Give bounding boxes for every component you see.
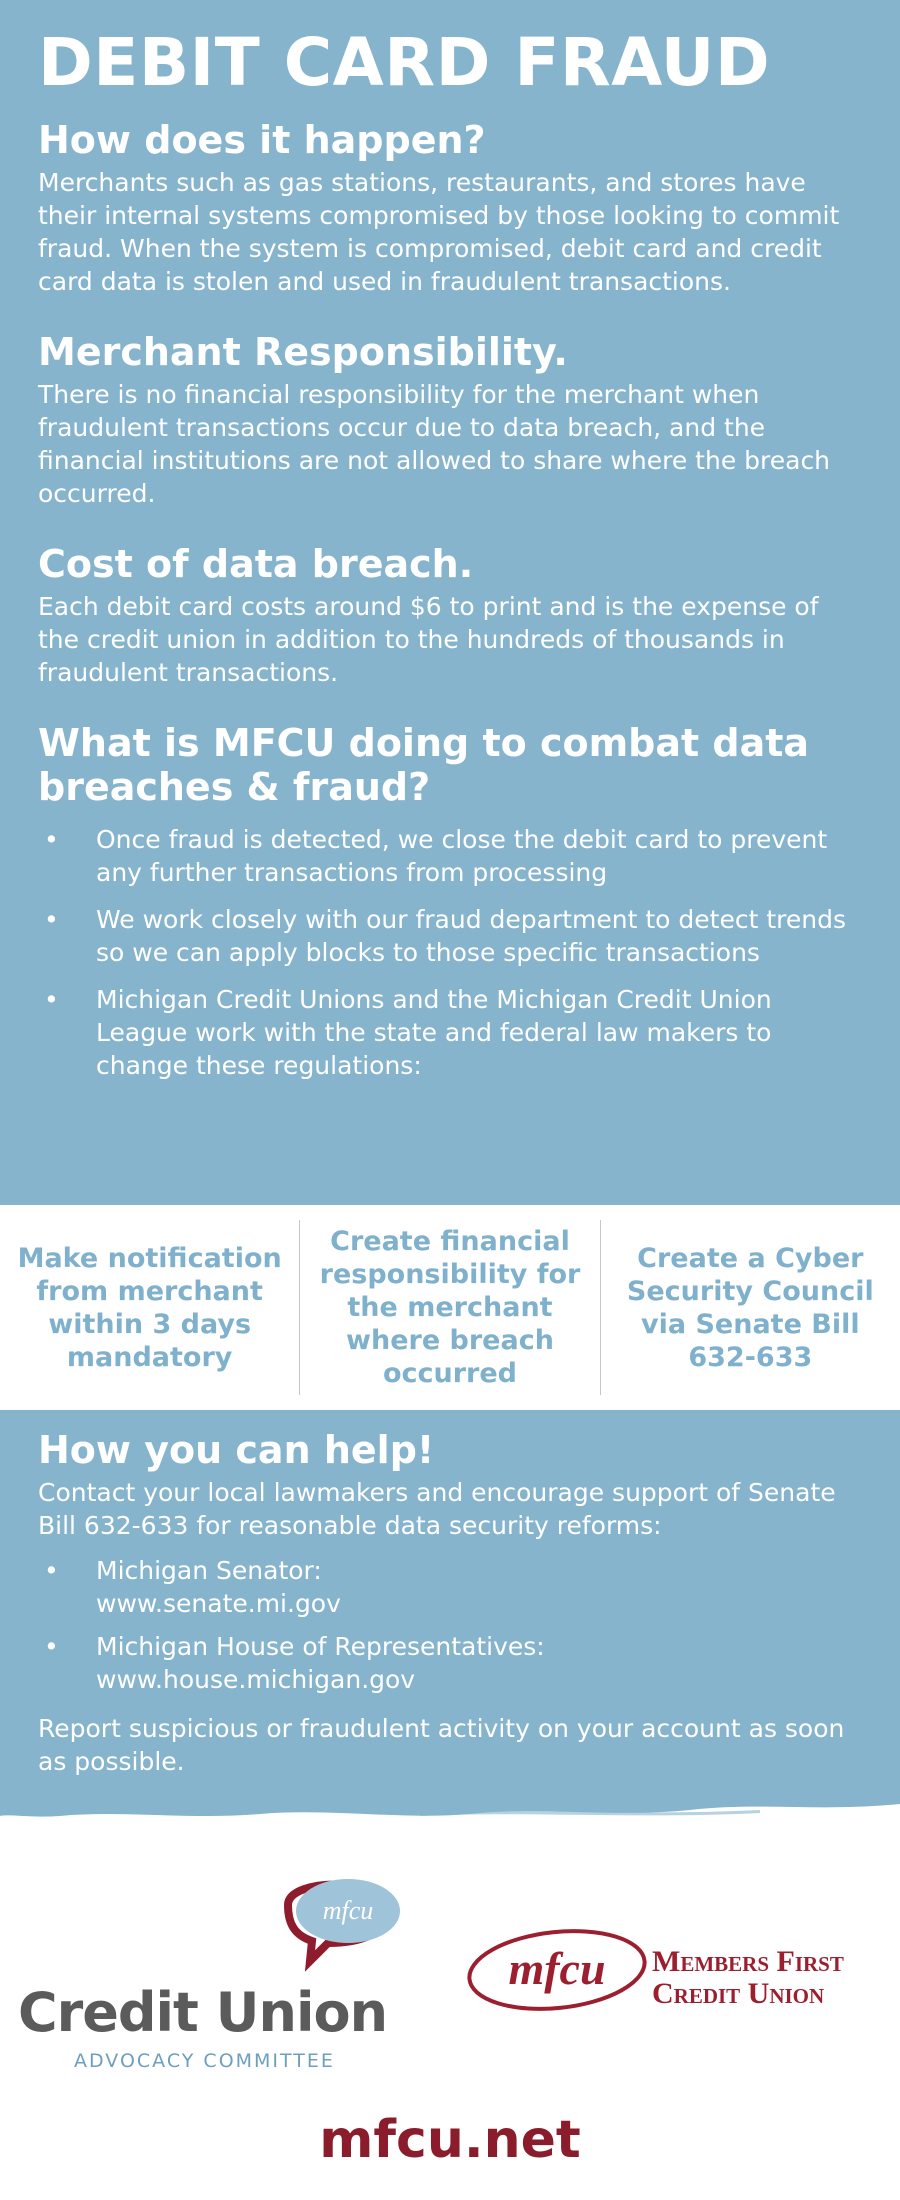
mfcu-action-list — [38, 823, 860, 1082]
senate-link[interactable]: www.senate.mi.gov — [96, 1589, 341, 1618]
list-item — [38, 903, 860, 969]
help-panel — [0, 1410, 900, 1802]
list-item-text: Once fraud is detected, we close the debit card to prevent any further transactions from processing — [96, 825, 828, 887]
list-item — [38, 1630, 860, 1696]
bullet-icon: • — [44, 1556, 59, 1585]
website-link[interactable]: mfcu.net — [319, 2110, 581, 2170]
mfcu-script: mfcu — [508, 1943, 606, 1994]
list-item — [38, 983, 860, 1082]
bubble-text: mfcu — [322, 1896, 374, 1925]
bullet-icon: • — [44, 985, 59, 1014]
proposal-cyber-council: Create a Cyber Security Council via Senate Bill 632-633 — [600, 1220, 900, 1395]
lawmaker-label: Michigan House of Representatives: — [96, 1632, 545, 1661]
section-heading: What is MFCU doing to combat data breaches & fraud? — [38, 721, 810, 809]
credit-union-advocacy-logo — [18, 1865, 418, 2072]
list-item-text: Michigan Credit Unions and the Michigan Credit Union League work with the state and federal law makers to change these regulations: — [96, 985, 772, 1080]
help-heading: How you can help! — [38, 1428, 435, 1472]
mf-name — [652, 1946, 892, 2010]
lawmaker-label: Michigan Senator: — [96, 1556, 322, 1585]
report-note: Report suspicious or fraudulent activity on your account as soon as possible. — [38, 1714, 845, 1776]
brush-stroke-divider — [0, 1790, 900, 1824]
section-heading: Merchant Responsibility. — [38, 330, 568, 374]
cu-title: Credit Union — [18, 1981, 388, 2044]
list-item-text: We work closely with our fraud department to detect trends so we can apply blocks to those specific transactions — [96, 905, 846, 967]
house-link[interactable]: www.house.michigan.gov — [96, 1665, 416, 1694]
mf-name-line2: Credit Union — [652, 1977, 825, 2010]
bullet-icon: • — [44, 1632, 59, 1661]
section-heading: Cost of data breach. — [38, 542, 474, 586]
list-item — [38, 823, 860, 889]
section-body: Each debit card costs around $6 to print and is the expense of the credit union in addition to the hundreds of thousands in fraudulent transactions. — [38, 592, 819, 687]
list-item — [38, 1554, 860, 1620]
section-body: Merchants such as gas stations, restaurants, and stores have their internal systems compromised by those looking to commit fraud. When the system is compromised, debit card and credit card data is stolen and used in fraudulent transactions. — [38, 168, 840, 296]
bullet-icon: • — [44, 825, 59, 854]
proposal-merchant-responsibility: Create financial responsibility for the merchant where breach occurred — [299, 1220, 599, 1395]
mfcu-oval-icon — [462, 1920, 652, 2020]
section-how-it-happens — [38, 118, 860, 298]
section-body: There is no financial responsibility for the merchant when fraudulent transactions occur due to data breach, and the financial institutions are not allowed to share where the breach occurred. — [38, 380, 831, 508]
section-mfcu-actions — [38, 721, 860, 1082]
regulation-proposals — [0, 1205, 900, 1410]
section-cost-of-breach — [38, 542, 860, 689]
speech-bubble-icon — [248, 1865, 428, 1995]
section-heading: How does it happen? — [38, 118, 486, 162]
page-title: DEBIT CARD FRAUD — [38, 24, 771, 101]
members-first-logo — [462, 1920, 892, 2030]
cu-subtitle: ADVOCACY COMMITTEE — [74, 2050, 335, 2072]
bullet-icon: • — [44, 905, 59, 934]
section-merchant-responsibility — [38, 330, 860, 510]
help-intro: Contact your local lawmakers and encourage support of Senate Bill 632-633 for reasonable data security reforms: — [38, 1478, 836, 1540]
mf-name-line1: Members First — [652, 1945, 844, 1978]
lawmaker-links — [38, 1554, 860, 1696]
proposal-notification: Make notification from merchant within 3 days mandatory — [17, 1242, 282, 1373]
